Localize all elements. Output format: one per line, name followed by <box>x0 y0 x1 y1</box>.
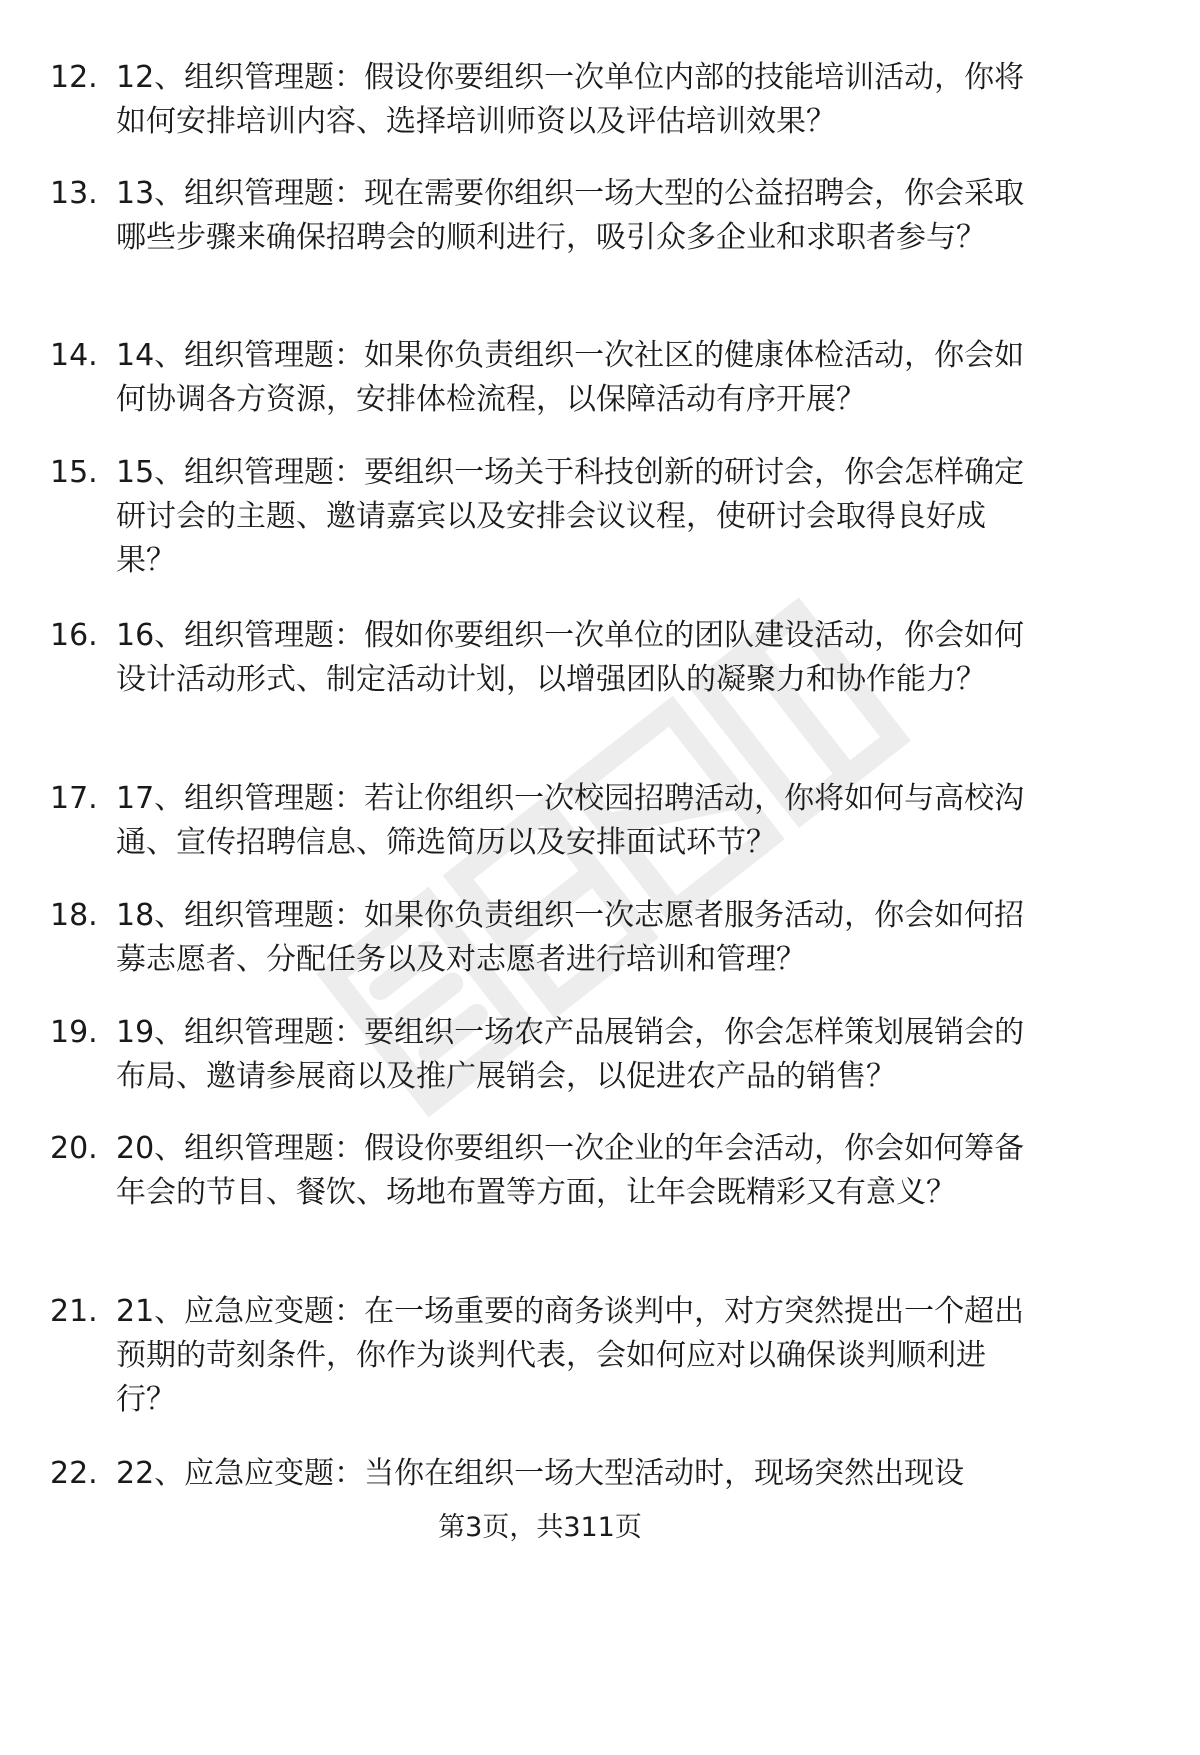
item-number: 22. <box>50 1456 98 1491</box>
item-text: 14、组织管理题：如果你负责组织一次社区的健康体检活动，你会如何协调各方资源，安排体检流程，以保障活动有序开展？ <box>116 338 1025 417</box>
page-footer: 第3页，共311页 <box>438 1512 642 1543</box>
item-text: 18、组织管理题：如果你负责组织一次志愿者服务活动，你会如何招募志愿者、分配任务以及对志愿者进行培训和管理？ <box>116 898 1025 977</box>
item-number: 17. <box>50 781 98 816</box>
item-number: 18. <box>50 898 98 933</box>
item-text: 19、组织管理题：要组织一场农产品展销会，你会怎样策划展销会的布局、邀请参展商以及推广展销会，以促进农产品的销售？ <box>116 1015 1025 1094</box>
item-text: 15、组织管理题：要组织一场关于科技创新的研讨会，你会怎样确定研讨会的主题、邀请嘉宾以及安排会议议程，使研讨会取得良好成果？ <box>116 455 1025 578</box>
item-text: 12、组织管理题：假设你要组织一次单位内部的技能培训活动，你将如何安排培训内容、选择培训师资以及评估培训效果？ <box>116 60 1025 139</box>
item-number: 12. <box>50 60 98 95</box>
item-text: 20、组织管理题：假设你要组织一次企业的年会活动，你会如何筹备年会的节目、餐饮、场地布置等方面，让年会既精彩又有意义？ <box>116 1131 1025 1210</box>
item-text: 21、应急应变题：在一场重要的商务谈判中，对方突然提出一个超出预期的苛刻条件，你作为谈判代表，会如何应对以确保谈判顺利进行？ <box>116 1294 1025 1417</box>
item-number: 19. <box>50 1015 98 1050</box>
item-number: 16. <box>50 618 98 653</box>
item-number: 20. <box>50 1131 98 1166</box>
item-text: 16、组织管理题：假如你要组织一次单位的团队建设活动，你会如何设计活动形式、制定活动计划，以增强团队的凝聚力和协作能力？ <box>116 618 1025 697</box>
item-text: 17、组织管理题：若让你组织一次校园招聘活动，你将如何与高校沟通、宣传招聘信息、筛选简历以及安排面试环节？ <box>116 781 1025 860</box>
item-number: 15. <box>50 455 98 490</box>
item-number: 14. <box>50 338 98 373</box>
item-number: 21. <box>50 1294 98 1329</box>
item-text: 13、组织管理题：现在需要你组织一场大型的公益招聘会，你会采取哪些步骤来确保招聘会的顺利进行，吸引众多企业和求职者参与？ <box>116 176 1025 255</box>
item-number: 13. <box>50 176 98 211</box>
item-text: 22、应急应变题：当你在组织一场大型活动时，现场突然出现设 <box>116 1456 965 1491</box>
